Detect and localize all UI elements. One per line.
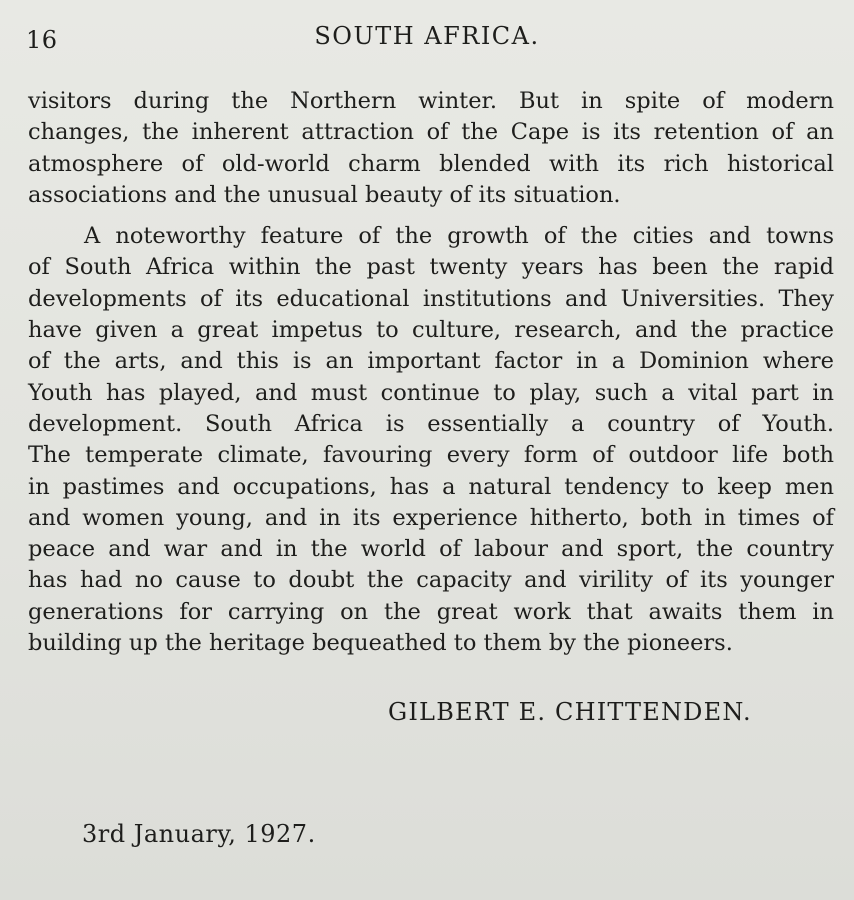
- text-line: of the arts, and this is an important factor in a Dominion where: [28, 348, 834, 375]
- text-line: changes, the inherent attraction of the Cape is its retention of an: [28, 119, 834, 146]
- text-line: developments of its educational institutions and Universities. They: [28, 285, 834, 312]
- text-line: have given a great impetus to culture, research, and the practice: [28, 317, 834, 344]
- author-signature: GILBERT E. CHITTENDEN.: [388, 698, 752, 726]
- text-line: and women young, and in its experience hitherto, both in times of: [28, 504, 834, 531]
- text-line: has had no cause to doubt the capacity and virility of its younger: [28, 567, 834, 594]
- dateline: 3rd January, 1927.: [82, 820, 316, 848]
- text-line: A noteworthy feature of the growth of the cities and towns: [84, 223, 834, 250]
- paragraph-2: [28, 221, 834, 659]
- text-line: generations for carrying on the great work that awaits them in: [28, 598, 834, 625]
- text-line: peace and war and in the world of labour and sport, the country: [28, 536, 834, 563]
- running-title: SOUTH AFRICA.: [314, 22, 540, 50]
- text-line: building up the heritage bequeathed to them by the pioneers.: [28, 630, 733, 657]
- text-line: associations and the unusual beauty of its situation.: [28, 181, 621, 208]
- page-number: 16: [26, 26, 58, 54]
- body-text: [28, 86, 834, 659]
- paragraph-1: [28, 86, 834, 211]
- text-line: of South Africa within the past twenty years has been the rapid: [28, 254, 834, 281]
- text-line: visitors during the Northern winter. But in spite of modern: [28, 88, 834, 114]
- text-line: atmosphere of old-world charm blended with its rich historical: [28, 150, 834, 177]
- text-line: The temperate climate, favouring every form of outdoor life both: [28, 442, 834, 469]
- text-line: development. South Africa is essentially a country of Youth.: [28, 410, 834, 437]
- text-line: Youth has played, and must continue to play, such a vital part in: [28, 379, 834, 406]
- text-line: in pastimes and occupations, has a natural tendency to keep men: [28, 473, 834, 500]
